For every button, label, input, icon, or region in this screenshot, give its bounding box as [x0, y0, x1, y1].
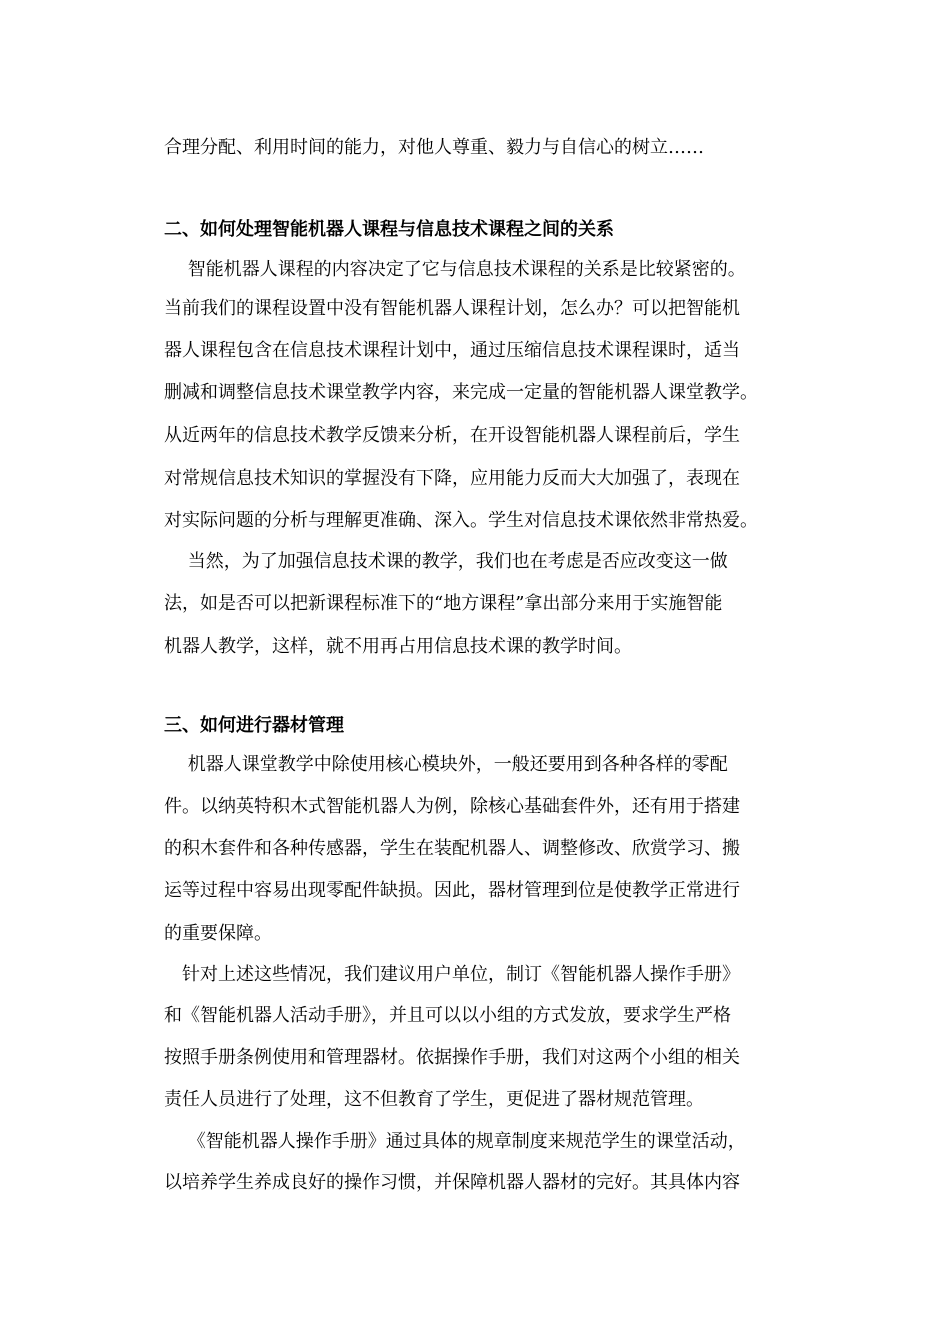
paragraph-line: 的积木套件和各种传感器，学生在装配机器人、调整修改、欣赏学习、搬 — [164, 838, 740, 859]
paragraph-line: 从近两年的信息技术教学反馈来分析，在开设智能机器人课程前后，学生 — [164, 425, 740, 446]
paragraph-line: 责任人员进行了处理，这不但教育了学生，更促进了器材规范管理。 — [164, 1089, 704, 1110]
section-heading-3: 三、如何进行器材管理 — [164, 715, 344, 736]
paragraph-line: 合理分配、利用时间的能力，对他人尊重、毅力与自信心的树立…… — [164, 137, 704, 158]
paragraph-line: 对常规信息技术知识的掌握没有下降，应用能力反而大大加强了，表现在 — [164, 468, 740, 489]
paragraph-line: 以培养学生养成良好的操作习惯，并保障机器人器材的完好。其具体内容 — [164, 1172, 740, 1193]
paragraph-line: 删减和调整信息技术课堂教学内容，来完成一定量的智能机器人课堂教学。 — [164, 382, 758, 403]
paragraph-line: 机器人教学，这样，就不用再占用信息技术课的教学时间。 — [164, 636, 632, 657]
section-heading-2: 二、如何处理智能机器人课程与信息技术课程之间的关系 — [164, 219, 614, 240]
paragraph-line: 当前我们的课程设置中没有智能机器人课程计划，怎么办？可以把智能机 — [164, 298, 740, 319]
paragraph-line: 件。以纳英特积木式智能机器人为例，除核心基础套件外，还有用于搭建 — [164, 796, 740, 817]
paragraph-line: 的重要保障。 — [164, 923, 272, 944]
paragraph-line: 当然，为了加强信息技术课的教学，我们也在考虑是否应改变这一做 — [164, 551, 728, 572]
paragraph-line: 智能机器人课程的内容决定了它与信息技术课程的关系是比较紧密的。 — [164, 259, 746, 280]
paragraph-line: 按照手册条例使用和管理器材。依据操作手册，我们对这两个小组的相关 — [164, 1047, 740, 1068]
paragraph-line: 针对上述这些情况，我们建议用户单位，制订《智能机器人操作手册》 — [164, 964, 740, 985]
paragraph-line: 运等过程中容易出现零配件缺损。因此，器材管理到位是使教学正常进行 — [164, 880, 740, 901]
paragraph-line: 器人课程包含在信息技术课程计划中，通过压缩信息技术课程课时，适当 — [164, 340, 740, 361]
paragraph-line: 《智能机器人操作手册》通过具体的规章制度来规范学生的课堂活动， — [164, 1131, 746, 1152]
paragraph-line: 对实际问题的分析与理解更准确、深入。学生对信息技术课依然非常热爱。 — [164, 510, 758, 531]
paragraph-line: 法，如是否可以把新课程标准下的“地方课程”拿出部分来用于实施智能 — [164, 593, 723, 614]
paragraph-line: 机器人课堂教学中除使用核心模块外，一般还要用到各种各样的零配 — [164, 754, 728, 775]
paragraph-line: 和《智能机器人活动手册》，并且可以以小组的方式发放，要求学生严格 — [164, 1005, 731, 1026]
